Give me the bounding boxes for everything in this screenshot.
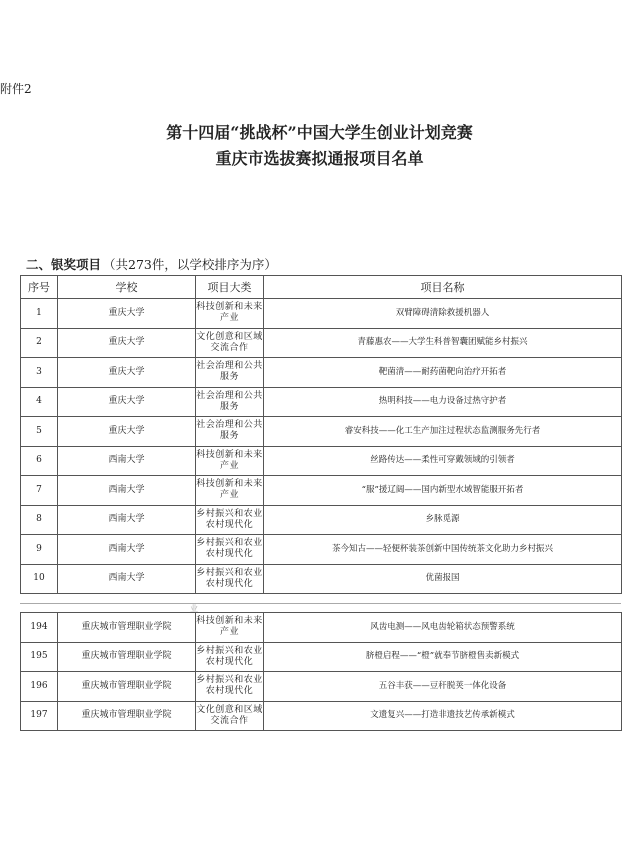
row-school: 重庆大学 [58, 299, 196, 329]
category-line1: 科技创新和未来 [196, 302, 263, 313]
row-project: 五谷丰获——豆秆脱荚一体化设备 [264, 672, 622, 702]
table-row [21, 476, 622, 506]
table-row [21, 358, 622, 388]
category-line1: 文化创意和区域 [196, 331, 263, 342]
row-category [196, 328, 264, 358]
row-school: 西南大学 [58, 476, 196, 506]
category-line1: 科技创新和未来 [196, 479, 263, 490]
document-title-line2: 重庆市选拔赛拟通报项目名单 [215, 149, 424, 168]
category-line2: 农村现代化 [205, 686, 254, 697]
category-line2: 服务 [219, 401, 239, 412]
table-row [21, 387, 622, 417]
category-line1: 乡村振兴和农业 [196, 645, 263, 656]
row-number: 3 [21, 358, 58, 388]
row-number: 2 [21, 328, 58, 358]
table-row [21, 672, 622, 702]
row-category [196, 476, 264, 506]
row-school: 重庆城市管理职业学院 [58, 613, 196, 643]
table-row [21, 701, 622, 731]
awards-table-bottom [20, 612, 622, 731]
row-project: 茶今知古——轻便杯装茶创新中国传统茶文化助力乡村振兴 [264, 535, 622, 565]
category-line1: 科技创新和未来 [196, 616, 263, 627]
row-number: 9 [21, 535, 58, 565]
header-category: 项目大类 [196, 276, 264, 299]
category-line2: 农村现代化 [205, 549, 254, 560]
header-no: 序号 [21, 276, 58, 299]
category-line2: 服务 [219, 431, 239, 442]
category-line1: 科技创新和未来 [196, 449, 263, 460]
row-number: 194 [21, 613, 58, 643]
table-row [21, 417, 622, 447]
row-school: 重庆城市管理职业学院 [58, 701, 196, 731]
row-project: 丝路传达——柔性可穿戴领域的引领者 [264, 446, 622, 476]
category-line2: 交流合作 [210, 715, 249, 726]
category-line1: 乡村振兴和农业 [196, 538, 263, 549]
category-line2: 产业 [219, 460, 239, 471]
row-number: 1 [21, 299, 58, 329]
awards-table-top [20, 275, 622, 594]
row-project: 热明科技——电力设备过热守护者 [264, 387, 622, 417]
row-category [196, 446, 264, 476]
table-row [21, 446, 622, 476]
row-school: 西南大学 [58, 505, 196, 535]
category-line2: 农村现代化 [205, 656, 254, 667]
category-line2: 产业 [219, 490, 239, 501]
row-category [196, 564, 264, 594]
row-school: 西南大学 [58, 446, 196, 476]
row-number: 7 [21, 476, 58, 506]
category-line1: 乡村振兴和农业 [196, 675, 263, 686]
row-project: “服”援辽阔——国内新型水域智能服开拓者 [264, 476, 622, 506]
category-line2: 交流合作 [210, 342, 249, 353]
category-line2: 服务 [219, 372, 239, 383]
row-category [196, 701, 264, 731]
table-row [21, 564, 622, 594]
category-line2: 产业 [219, 627, 239, 638]
header-school: 学校 [58, 276, 196, 299]
row-number: 195 [21, 642, 58, 672]
category-line1: 社会治理和公共 [196, 361, 263, 372]
row-school: 重庆大学 [58, 358, 196, 388]
row-school: 重庆城市管理职业学院 [58, 672, 196, 702]
section-heading-text: 二、银奖项目 [26, 257, 102, 272]
header-project: 项目名称 [264, 276, 622, 299]
table-row [21, 535, 622, 565]
row-project: 优菌报国 [264, 564, 622, 594]
table-row [21, 642, 622, 672]
row-number: 8 [21, 505, 58, 535]
row-school: 重庆大学 [58, 417, 196, 447]
row-category [196, 535, 264, 565]
category-line2: 农村现代化 [205, 519, 254, 530]
section-note: （共273件，以学校排序为序） [103, 257, 277, 272]
row-category [196, 672, 264, 702]
page-break-divider [20, 603, 621, 604]
category-line1: 文化创意和区域 [196, 704, 263, 715]
table-row [21, 299, 622, 329]
row-category [196, 299, 264, 329]
row-project: 青藤惠农——大学生科普智囊团赋能乡村振兴 [264, 328, 622, 358]
row-project: 脐橙启程——“橙”就奉节脐橙售卖新模式 [264, 642, 622, 672]
row-number: 6 [21, 446, 58, 476]
row-category [196, 358, 264, 388]
document-title-line1: 第十四届“挑战杯”中国大学生创业计划竞赛 [166, 123, 473, 142]
attachment-label: 附件2 [0, 82, 32, 96]
row-category [196, 417, 264, 447]
row-project: 靶菌清——耐药菌靶向治疗开拓者 [264, 358, 622, 388]
row-school: 西南大学 [58, 564, 196, 594]
row-project: 乡脉觅源 [264, 505, 622, 535]
category-line1: 乡村振兴和农业 [196, 567, 263, 578]
cut-off-text-fragment: 业 [190, 604, 198, 613]
category-line1: 社会治理和公共 [196, 420, 263, 431]
row-category [196, 613, 264, 643]
row-project: 风齿电测——风电齿轮箱状态预警系统 [264, 613, 622, 643]
row-project: 双臂障碍清除救援机器人 [264, 299, 622, 329]
row-category [196, 387, 264, 417]
table-row [21, 613, 622, 643]
row-school: 重庆城市管理职业学院 [58, 642, 196, 672]
section-heading [26, 255, 277, 273]
row-number: 4 [21, 387, 58, 417]
row-number: 10 [21, 564, 58, 594]
row-category [196, 642, 264, 672]
table-header-row [21, 276, 622, 299]
category-line1: 社会治理和公共 [196, 390, 263, 401]
row-project: 文遗复兴——打造非遗技艺传承新模式 [264, 701, 622, 731]
row-number: 5 [21, 417, 58, 447]
category-line2: 产业 [219, 313, 239, 324]
category-line1: 乡村振兴和农业 [196, 508, 263, 519]
category-line2: 农村现代化 [205, 578, 254, 589]
row-school: 重庆大学 [58, 387, 196, 417]
table-row [21, 328, 622, 358]
row-category [196, 505, 264, 535]
row-project: 睿安科技——化工生产加注过程状态监测服务先行者 [264, 417, 622, 447]
row-number: 197 [21, 701, 58, 731]
row-school: 重庆大学 [58, 328, 196, 358]
table-row [21, 505, 622, 535]
row-school: 西南大学 [58, 535, 196, 565]
row-number: 196 [21, 672, 58, 702]
